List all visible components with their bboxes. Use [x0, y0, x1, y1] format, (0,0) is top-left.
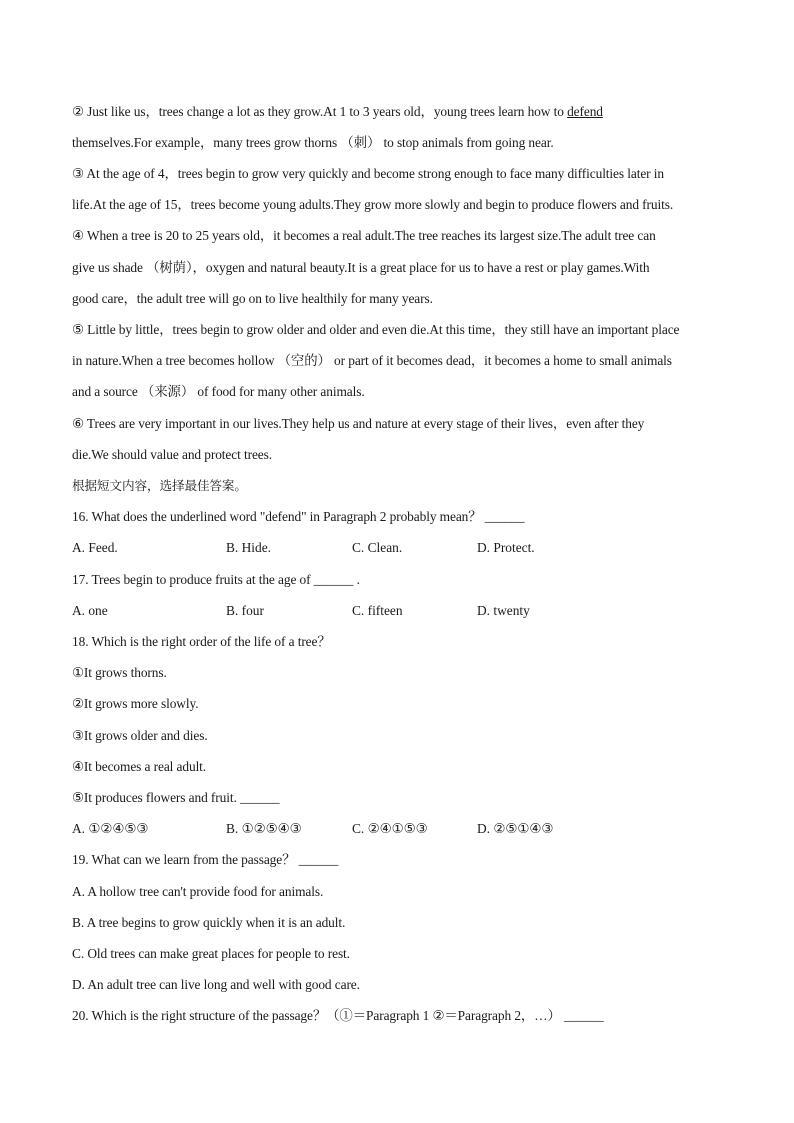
question-17-stem: 17. Trees begin to produce fruits at the age of ______ . [72, 572, 360, 587]
q18-statement-4: ④It becomes a real adult. [72, 759, 207, 774]
q18-statement-5: ⑤It produces flowers and fruit. ______ [72, 790, 280, 805]
q16-option-b[interactable]: B. Hide. [226, 540, 272, 555]
passage-line-p3b: life.At the age of 15，trees become young adults.They grow more slowly and begin to produce flowers and fruits. [72, 197, 674, 212]
q18-statement-1: ①It grows thorns. [72, 665, 167, 680]
question-19-stem: 19. What can we learn from the passage？ ______ [72, 852, 339, 867]
instruction: 根据短文内容，选择最佳答案。 [72, 478, 247, 493]
passage-line-p6a: ⑥ Trees are very important in our lives.They help us and nature at every stage of their lives，even after they [72, 416, 645, 431]
q19-option-b[interactable]: B. A tree begins to grow quickly when it is an adult. [72, 915, 346, 930]
q16-option-d[interactable]: D. Protect. [477, 540, 535, 555]
passage-line-p4b: give us shade （树荫），oxygen and natural beauty.It is a great place for us to have a rest or play games.With [72, 260, 650, 275]
passage-line-p5b: in nature.When a tree becomes hollow （空的） or part of it becomes dead，it becomes a home to small animals [72, 353, 672, 368]
passage-line-p6b: die.We should value and protect trees. [72, 447, 273, 462]
q17-option-c[interactable]: C. fifteen [352, 603, 403, 618]
passage-line-p5a: ⑤ Little by little，trees begin to grow older and older and even die.At this time，they still have an important place [72, 322, 680, 337]
q18-option-a[interactable]: A. ①②④⑤③ [72, 821, 149, 836]
q16-option-c[interactable]: C. Clean. [352, 540, 403, 555]
q19-option-d[interactable]: D. An adult tree can live long and well with good care. [72, 977, 360, 992]
passage-line-p3a: ③ At the age of 4，trees begin to grow very quickly and become strong enough to face many difficulties later in [72, 166, 665, 181]
passage-text: ② Just like us，trees change a lot as they grow.At 1 to 3 years old，young trees learn how to [72, 104, 568, 119]
q17-option-a[interactable]: A. one [72, 603, 108, 618]
underlined-word-defend: defend [567, 104, 603, 119]
q17-option-d[interactable]: D. twenty [477, 603, 530, 618]
q17-option-b[interactable]: B. four [226, 603, 264, 618]
q18-option-d[interactable]: D. ②⑤①④③ [477, 821, 554, 836]
q18-statement-3: ③It grows older and dies. [72, 728, 208, 743]
passage-line-p4a: ④ When a tree is 20 to 25 years old，it becomes a real adult.The tree reaches its largest size.The adult tree can [72, 228, 656, 243]
q19-option-c[interactable]: C. Old trees can make great places for people to rest. [72, 946, 350, 961]
question-20-stem: 20. Which is the right structure of the passage？（①＝Paragraph 1 ②＝Paragraph 2，…） ______ [72, 1008, 604, 1023]
q18-option-b[interactable]: B. ①②⑤④③ [226, 821, 302, 836]
question-16-stem: 16. What does the underlined word "defend" in Paragraph 2 probably mean？ ______ [72, 509, 525, 524]
passage-line-p2a [72, 103, 603, 121]
question-18-stem: 18. Which is the right order of the life of a tree？ [72, 634, 331, 649]
q16-option-a[interactable]: A. Feed. [72, 540, 118, 555]
passage-line-p4c: good care，the adult tree will go on to live healthily for many years. [72, 291, 433, 306]
q18-option-c[interactable]: C. ②④①⑤③ [352, 821, 428, 836]
passage-line-p5c: and a source （来源） of food for many other animals. [72, 384, 365, 399]
q18-statement-2: ②It grows more slowly. [72, 696, 199, 711]
q19-option-a[interactable]: A. A hollow tree can't provide food for animals. [72, 884, 324, 899]
passage-line-p2b: themselves.For example，many trees grow thorns （刺） to stop animals from going near. [72, 135, 554, 150]
